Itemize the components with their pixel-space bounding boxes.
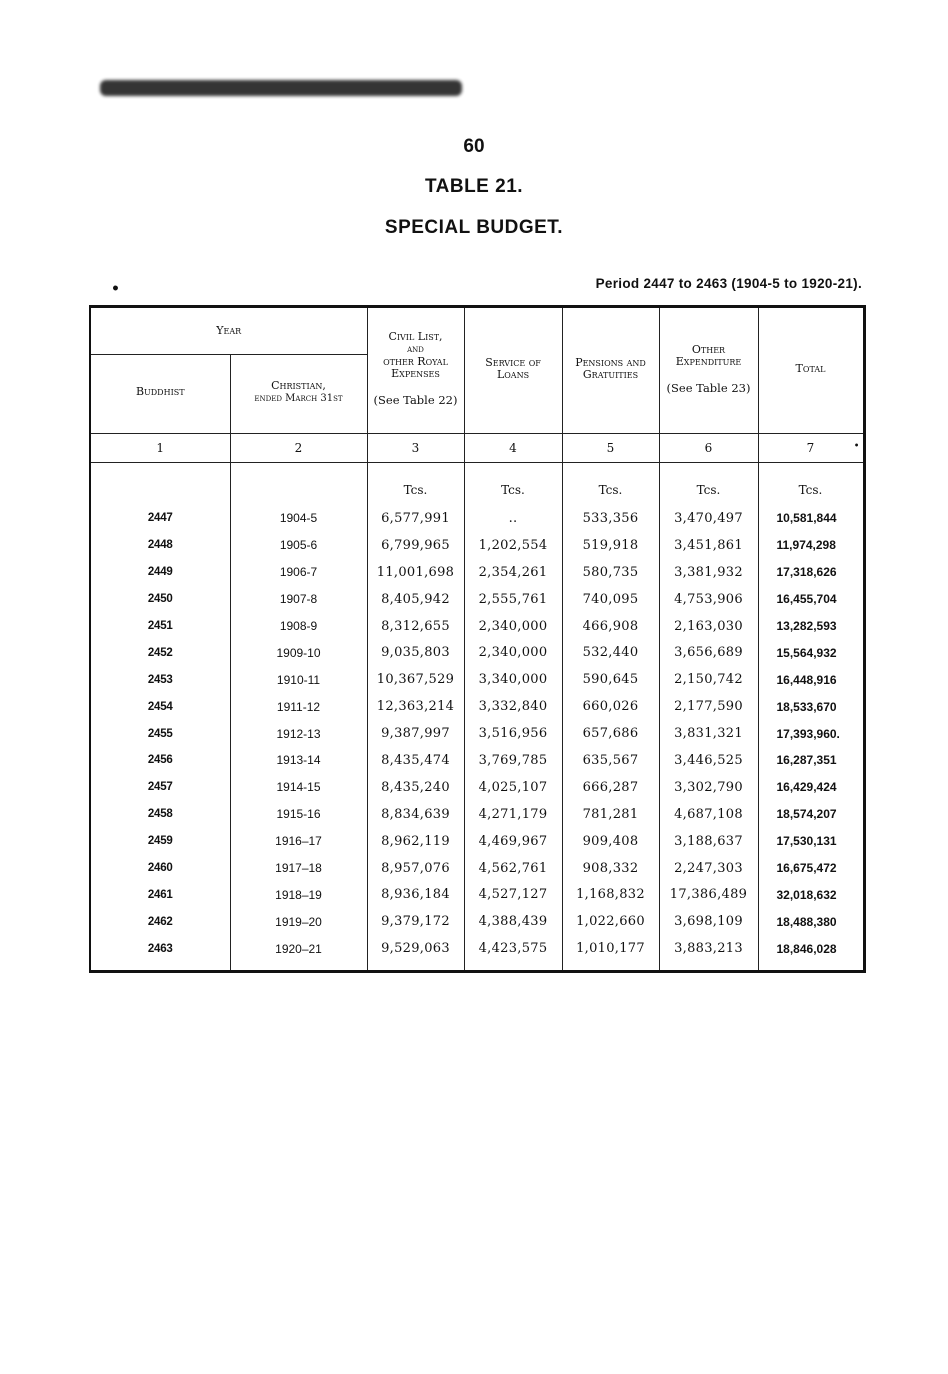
service-loans-value: .. [464, 505, 562, 532]
christian-year: 1920–21 [230, 935, 367, 971]
civil-list-value: 9,379,172 [367, 908, 464, 935]
total-value: 13,282,593 [758, 613, 864, 640]
header-total [758, 307, 864, 430]
buddhist-year: 2453 [90, 666, 230, 693]
unit-civil: Tcs. [367, 467, 464, 505]
total-value: 18,488,380 [758, 908, 864, 935]
table-row [90, 855, 864, 882]
table-row [90, 586, 864, 613]
unit-other: Tcs. [659, 467, 758, 505]
christian-year: 1918–19 [230, 881, 367, 908]
header-civil-line2: and [407, 344, 424, 355]
civil-list-value: 8,435,474 [367, 747, 464, 774]
christian-year: 1906-7 [230, 559, 367, 586]
total-value: 15,564,932 [758, 639, 864, 666]
table-row [90, 720, 864, 747]
header-civil-line1: Civil List, [388, 330, 443, 343]
header-christian-line1: Christian, [271, 378, 326, 392]
civil-list-value: 11,001,698 [367, 559, 464, 586]
unit-loans: Tcs. [464, 467, 562, 505]
buddhist-year: 2456 [90, 747, 230, 774]
column-number-row [90, 434, 864, 463]
christian-year: 1912-13 [230, 720, 367, 747]
total-value: 16,287,351 [758, 747, 864, 774]
pensions-value: 657,686 [562, 720, 659, 747]
buddhist-year: 2452 [90, 639, 230, 666]
christian-year: 1915-16 [230, 801, 367, 828]
other-expenditure-value: 2,247,303 [659, 855, 758, 882]
christian-year: 1909-10 [230, 639, 367, 666]
table-subtitle: SPECIAL BUDGET. [384, 217, 564, 238]
other-expenditure-value: 3,883,213 [659, 935, 758, 971]
buddhist-year: 2455 [90, 720, 230, 747]
christian-year: 1905-6 [230, 532, 367, 559]
buddhist-year: 2461 [90, 881, 230, 908]
header-service-line1: Service of [485, 355, 541, 369]
buddhist-year: 2451 [90, 613, 230, 640]
table-row [90, 505, 864, 532]
buddhist-year: 2459 [90, 828, 230, 855]
pensions-value: 660,026 [562, 693, 659, 720]
total-value: 11,974,298 [758, 532, 864, 559]
service-loans-value: 4,469,967 [464, 828, 562, 855]
christian-year: 1910-11 [230, 666, 367, 693]
buddhist-year: 2458 [90, 801, 230, 828]
table-row [90, 828, 864, 855]
buddhist-year: 2449 [90, 559, 230, 586]
total-value: 16,675,472 [758, 855, 864, 882]
margin-bullet: • [111, 281, 120, 297]
pensions-value: 1,010,177 [562, 935, 659, 971]
civil-list-value: 6,577,991 [367, 505, 464, 532]
christian-year: 1913-14 [230, 747, 367, 774]
service-loans-value: 2,340,000 [464, 639, 562, 666]
other-expenditure-value: 3,381,932 [659, 559, 758, 586]
colnum-7: 7 [806, 441, 815, 455]
pensions-value: 781,281 [562, 801, 659, 828]
header-buddhist [90, 355, 230, 430]
header-civil-see: (See Table 22) [373, 393, 458, 407]
civil-list-value: 8,435,240 [367, 774, 464, 801]
civil-list-value: 8,312,655 [367, 613, 464, 640]
christian-year: 1914-15 [230, 774, 367, 801]
colnum-6: 6 [659, 434, 758, 463]
colnum-7-mark: • [853, 441, 860, 452]
buddhist-year: 2447 [90, 505, 230, 532]
header-service-of-loans [464, 307, 562, 430]
service-loans-value: 2,354,261 [464, 559, 562, 586]
pensions-value: 740,095 [562, 586, 659, 613]
buddhist-year: 2454 [90, 693, 230, 720]
total-value: 17,530,131 [758, 828, 864, 855]
service-loans-value: 3,769,785 [464, 747, 562, 774]
service-loans-value: 3,332,840 [464, 693, 562, 720]
table-row [90, 613, 864, 640]
table-row [90, 881, 864, 908]
service-loans-value: 3,516,956 [464, 720, 562, 747]
pensions-value: 908,332 [562, 855, 659, 882]
other-expenditure-value: 3,831,321 [659, 720, 758, 747]
other-expenditure-value: 3,656,689 [659, 639, 758, 666]
header-service-line2: Loans [496, 367, 530, 381]
table-row [90, 774, 864, 801]
service-loans-value: 4,025,107 [464, 774, 562, 801]
other-expenditure-value: 4,753,906 [659, 586, 758, 613]
header-year [90, 307, 367, 355]
christian-year: 1917–18 [230, 855, 367, 882]
total-value: 18,574,207 [758, 801, 864, 828]
table-row [90, 801, 864, 828]
header-christian [230, 355, 367, 430]
other-expenditure-value: 17,386,489 [659, 881, 758, 908]
header-other-expenditure [659, 307, 758, 430]
total-value: 10,581,844 [758, 505, 864, 532]
other-expenditure-value: 3,698,109 [659, 908, 758, 935]
service-loans-value: 4,562,761 [464, 855, 562, 882]
civil-list-value: 10,367,529 [367, 666, 464, 693]
colnum-1: 1 [90, 434, 230, 463]
service-loans-value: 2,340,000 [464, 613, 562, 640]
header-other-line1: Other [691, 342, 726, 356]
table-row [90, 559, 864, 586]
other-expenditure-value: 3,470,497 [659, 505, 758, 532]
service-loans-value: 3,340,000 [464, 666, 562, 693]
header-christian-line2: ended March 31st [254, 392, 343, 404]
total-value: 16,448,916 [758, 666, 864, 693]
total-value: 17,318,626 [758, 559, 864, 586]
header-civil-line3: other Royal [383, 355, 448, 368]
pensions-value: 635,567 [562, 747, 659, 774]
total-value: 18,846,028 [758, 935, 864, 971]
table-body [90, 467, 864, 972]
pensions-value: 1,022,660 [562, 908, 659, 935]
service-loans-value: 4,388,439 [464, 908, 562, 935]
table-row [90, 747, 864, 774]
header-pensions-line1: Pensions and [575, 355, 646, 369]
civil-list-value: 8,957,076 [367, 855, 464, 882]
total-value: 17,393,960. [758, 720, 864, 747]
unit-pensions: Tcs. [562, 467, 659, 505]
unit-total: Tcs. [758, 467, 864, 505]
buddhist-year: 2462 [90, 908, 230, 935]
civil-list-value: 8,834,639 [367, 801, 464, 828]
other-expenditure-value: 3,188,637 [659, 828, 758, 855]
table-row [90, 639, 864, 666]
christian-year: 1911-12 [230, 693, 367, 720]
table-row [90, 693, 864, 720]
civil-list-value: 9,529,063 [367, 935, 464, 971]
pensions-value: 466,908 [562, 613, 659, 640]
pensions-value: 532,440 [562, 639, 659, 666]
colnum-2: 2 [230, 434, 367, 463]
header-other-line2: Expenditure [675, 354, 742, 368]
header-civil-line4: Expenses [391, 367, 440, 380]
civil-list-value: 8,405,942 [367, 586, 464, 613]
colnum-3: 3 [367, 434, 464, 463]
civil-list-value: 9,387,997 [367, 720, 464, 747]
total-value: 16,429,424 [758, 774, 864, 801]
civil-list-value: 12,363,214 [367, 693, 464, 720]
other-expenditure-value: 3,451,861 [659, 532, 758, 559]
total-value: 32,018,632 [758, 881, 864, 908]
christian-year: 1908-9 [230, 613, 367, 640]
table-row [90, 666, 864, 693]
colnum-5: 5 [562, 434, 659, 463]
other-expenditure-value: 2,163,030 [659, 613, 758, 640]
other-expenditure-value: 3,446,525 [659, 747, 758, 774]
pensions-value: 1,168,832 [562, 881, 659, 908]
other-expenditure-value: 4,687,108 [659, 801, 758, 828]
service-loans-value: 2,555,761 [464, 586, 562, 613]
header-total-label: Total [795, 361, 826, 375]
civil-list-value: 8,962,119 [367, 828, 464, 855]
buddhist-year: 2448 [90, 532, 230, 559]
pensions-value: 590,645 [562, 666, 659, 693]
colnum-4: 4 [464, 434, 562, 463]
christian-year: 1919–20 [230, 908, 367, 935]
civil-list-value: 8,936,184 [367, 881, 464, 908]
service-loans-value: 4,423,575 [464, 935, 562, 971]
period-caption: Period 2447 to 2463 (1904-5 to 1920-21). [595, 276, 862, 291]
page-number: 60 [463, 136, 485, 157]
special-budget-table [89, 305, 866, 973]
christian-year: 1907-8 [230, 586, 367, 613]
redacted-header-smudge [100, 80, 462, 96]
header-year-label: Year [216, 324, 242, 337]
header-row-top [90, 307, 864, 355]
pensions-value: 533,356 [562, 505, 659, 532]
pensions-value: 580,735 [562, 559, 659, 586]
header-other-see: (See Table 23) [666, 380, 751, 395]
christian-year: 1904-5 [230, 505, 367, 532]
header-buddhist-label: Buddhist [135, 385, 185, 398]
pensions-value: 519,918 [562, 532, 659, 559]
buddhist-year: 2450 [90, 586, 230, 613]
buddhist-year: 2463 [90, 935, 230, 971]
header-civil-list [367, 307, 464, 430]
header-pensions [562, 307, 659, 430]
christian-year: 1916–17 [230, 828, 367, 855]
table-row [90, 532, 864, 559]
header-pensions-line2: Gratuities [582, 367, 639, 381]
colnum-7-cell [758, 434, 864, 463]
buddhist-year: 2460 [90, 855, 230, 882]
unit-row [90, 467, 864, 505]
table-row [90, 935, 864, 971]
table-title: TABLE 21. [424, 176, 524, 197]
civil-list-value: 6,799,965 [367, 532, 464, 559]
total-value: 16,455,704 [758, 586, 864, 613]
other-expenditure-value: 2,177,590 [659, 693, 758, 720]
total-value: 18,533,670 [758, 693, 864, 720]
pensions-value: 666,287 [562, 774, 659, 801]
service-loans-value: 1,202,554 [464, 532, 562, 559]
buddhist-year: 2457 [90, 774, 230, 801]
service-loans-value: 4,527,127 [464, 881, 562, 908]
other-expenditure-value: 2,150,742 [659, 666, 758, 693]
civil-list-value: 9,035,803 [367, 639, 464, 666]
other-expenditure-value: 3,302,790 [659, 774, 758, 801]
service-loans-value: 4,271,179 [464, 801, 562, 828]
table-row [90, 908, 864, 935]
pensions-value: 909,408 [562, 828, 659, 855]
